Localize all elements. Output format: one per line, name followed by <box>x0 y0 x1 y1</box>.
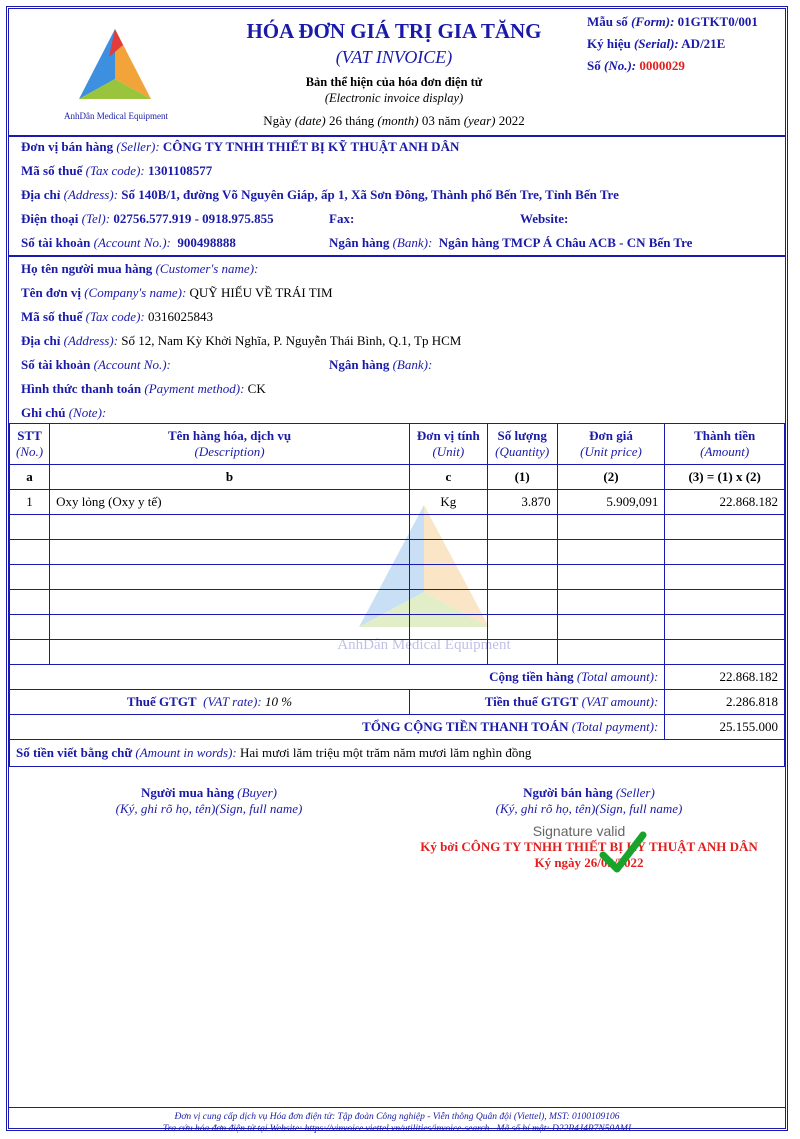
buyer-bank: Ngân hàng (Bank): <box>329 357 433 372</box>
seller-name: Đơn vị bán hàng (Seller): CÔNG TY TNHH THIẾT BỊ KỸ THUẬT ANH DÂN <box>21 139 460 154</box>
amount-in-words: Hai mươi lăm triệu một trăm năm mươi lăm nghìn đồng <box>240 745 532 760</box>
lookup-line: Tra cứu hóa đơn điện tử tại Website: https://vinvoice.viettel.vn/utilities/invoice-search . Mã số bí mật: D22R4J4R7N50AMI <box>162 1124 632 1134</box>
company-logo <box>57 21 175 125</box>
buyer-customer: Họ tên người mua hàng (Customer's name): <box>21 261 259 276</box>
vat-amount: 2.286.818 <box>665 690 785 715</box>
logo-text: AnhDân Medical Equipment <box>64 111 168 121</box>
invoice-footer <box>9 1107 785 1135</box>
seller-address: Địa chỉ (Address): Số 140B/1, đường Võ Nguyên Giáp, ấp 1, Xã Sơn Đông, Thành phố Bến Tre, Tỉnh Bến Tre <box>21 187 619 202</box>
signature-valid-label: Signature valid <box>532 823 626 839</box>
invoice-title-en: (VAT INVOICE) <box>335 47 453 67</box>
seller-signature: Người bán hàng (Seller) (Ký, ghi rõ họ, tên)(Sign, full name) <box>495 785 683 816</box>
amount-in-words-row: Số tiền viết bằng chữ (Amount in words): Hai mươi lăm triệu một trăm năm mươi lăm nghìn đồng <box>10 740 785 767</box>
table-row-empty <box>10 515 785 540</box>
vat-row: Thuế GTGT (VAT rate): 10 % Tiền thuế GTGT (VAT amount): 2.286.818 <box>10 690 785 715</box>
subtitle: Bản thể hiện của hóa đơn điện tử <box>305 75 483 89</box>
buyer-account: Số tài khoản (Account No.): <box>21 357 171 372</box>
table-row-empty <box>10 540 785 565</box>
table-row-empty <box>10 590 785 615</box>
subtitle-en: (Electronic invoice display) <box>324 91 464 105</box>
buyer-note: Ghi chú (Note): <box>21 405 107 420</box>
table-code-row: a b c (1) (2) (3) = (1) x (2) <box>10 465 785 490</box>
vat-rate: 10 % <box>264 694 293 709</box>
seller-bank: Ngân hàng (Bank): Ngân hàng TMCP Á Châu ACB - CN Bến Tre <box>329 235 693 250</box>
grand-total: 25.155.000 <box>665 715 785 740</box>
seller-tax: Mã số thuế (Tax code): 1301108577 <box>21 163 213 178</box>
buyer-tax: Mã số thuế (Tax code): 0316025843 <box>21 309 213 324</box>
invoice-title: HÓA ĐƠN GIÁ TRỊ GIA TĂNG <box>246 19 542 43</box>
header-quantity: Số lượng (Quantity) <box>487 424 557 465</box>
invoice-frame <box>6 6 788 1134</box>
check-icon <box>599 829 647 875</box>
provider-line: Đơn vị cung cấp dịch vụ Hóa đơn điện tử: Tập đoàn Công nghiệp - Viễn thông Quân đội (Viettel), MST: 0100109106 <box>174 1112 620 1122</box>
invoice-date: Ngày (date) 26 tháng (month) 03 năm (year) 2022 <box>263 113 525 128</box>
header-no: STT (No.) <box>10 424 50 465</box>
header-description: Tên hàng hóa, dịch vụ (Description) <box>50 424 410 465</box>
seller-fax: Fax: <box>329 211 355 226</box>
invoice-number: Số (No.): 0000029 <box>587 58 685 73</box>
buyer-company: Tên đơn vị (Company's name): QUỸ HIẾU VỀ TRÁI TIM <box>21 285 333 300</box>
header-unit-price: Đơn giá (Unit price) <box>557 424 665 465</box>
seller-website: Website: <box>520 211 569 226</box>
form-number: Mẫu số (Form): 01GTKT0/001 <box>587 14 758 29</box>
grand-total-row: TỔNG CỘNG TIỀN THANH TOÁN (Total payment): 25.155.000 <box>10 715 785 740</box>
invoice-header <box>9 9 785 137</box>
table-row-empty <box>10 565 785 590</box>
divider <box>9 255 785 257</box>
digital-signature <box>409 823 769 871</box>
total-row: Cộng tiền hàng (Total amount): 22.868.182 <box>10 665 785 690</box>
buyer-payment: Hình thức thanh toán (Payment method): CK <box>21 381 266 396</box>
signed-date: Ký ngày 26/03/2022 <box>534 855 644 870</box>
watermark-text: AnhDân Medical Equipment <box>337 637 511 653</box>
header-amount: Thành tiền (Amount) <box>665 424 785 465</box>
table-row: 1 Oxy lỏng (Oxy y tế) Kg 3.870 5.909,091 22.868.182 <box>10 490 785 515</box>
table-row-empty <box>10 640 785 665</box>
invoice-meta <box>587 11 758 77</box>
seller-account: Số tài khoản (Account No.): 900498888 <box>21 235 236 250</box>
signed-by: Ký bởi CÔNG TY TNHH THIẾT BỊ KỸ THUẬT ANH DÂN <box>420 839 758 854</box>
seller-tel: Điện thoại (Tel): 02756.577.919 - 0918.975.855 <box>21 211 274 226</box>
items-table <box>9 423 785 767</box>
total-amount: 22.868.182 <box>665 665 785 690</box>
table-row-empty <box>10 615 785 640</box>
table-header-row <box>10 424 785 465</box>
buyer-address: Địa chỉ (Address): Số 12, Nam Kỳ Khởi Nghĩa, P. Nguyễn Thái Bình, Q.1, Tp HCM <box>21 333 462 348</box>
header-unit: Đơn vị tính (Unit) <box>409 424 487 465</box>
serial-number: Ký hiệu (Serial): AD/21E <box>587 36 726 51</box>
buyer-signature: Người mua hàng (Buyer) (Ký, ghi rõ họ, tên)(Sign, full name) <box>115 785 303 816</box>
